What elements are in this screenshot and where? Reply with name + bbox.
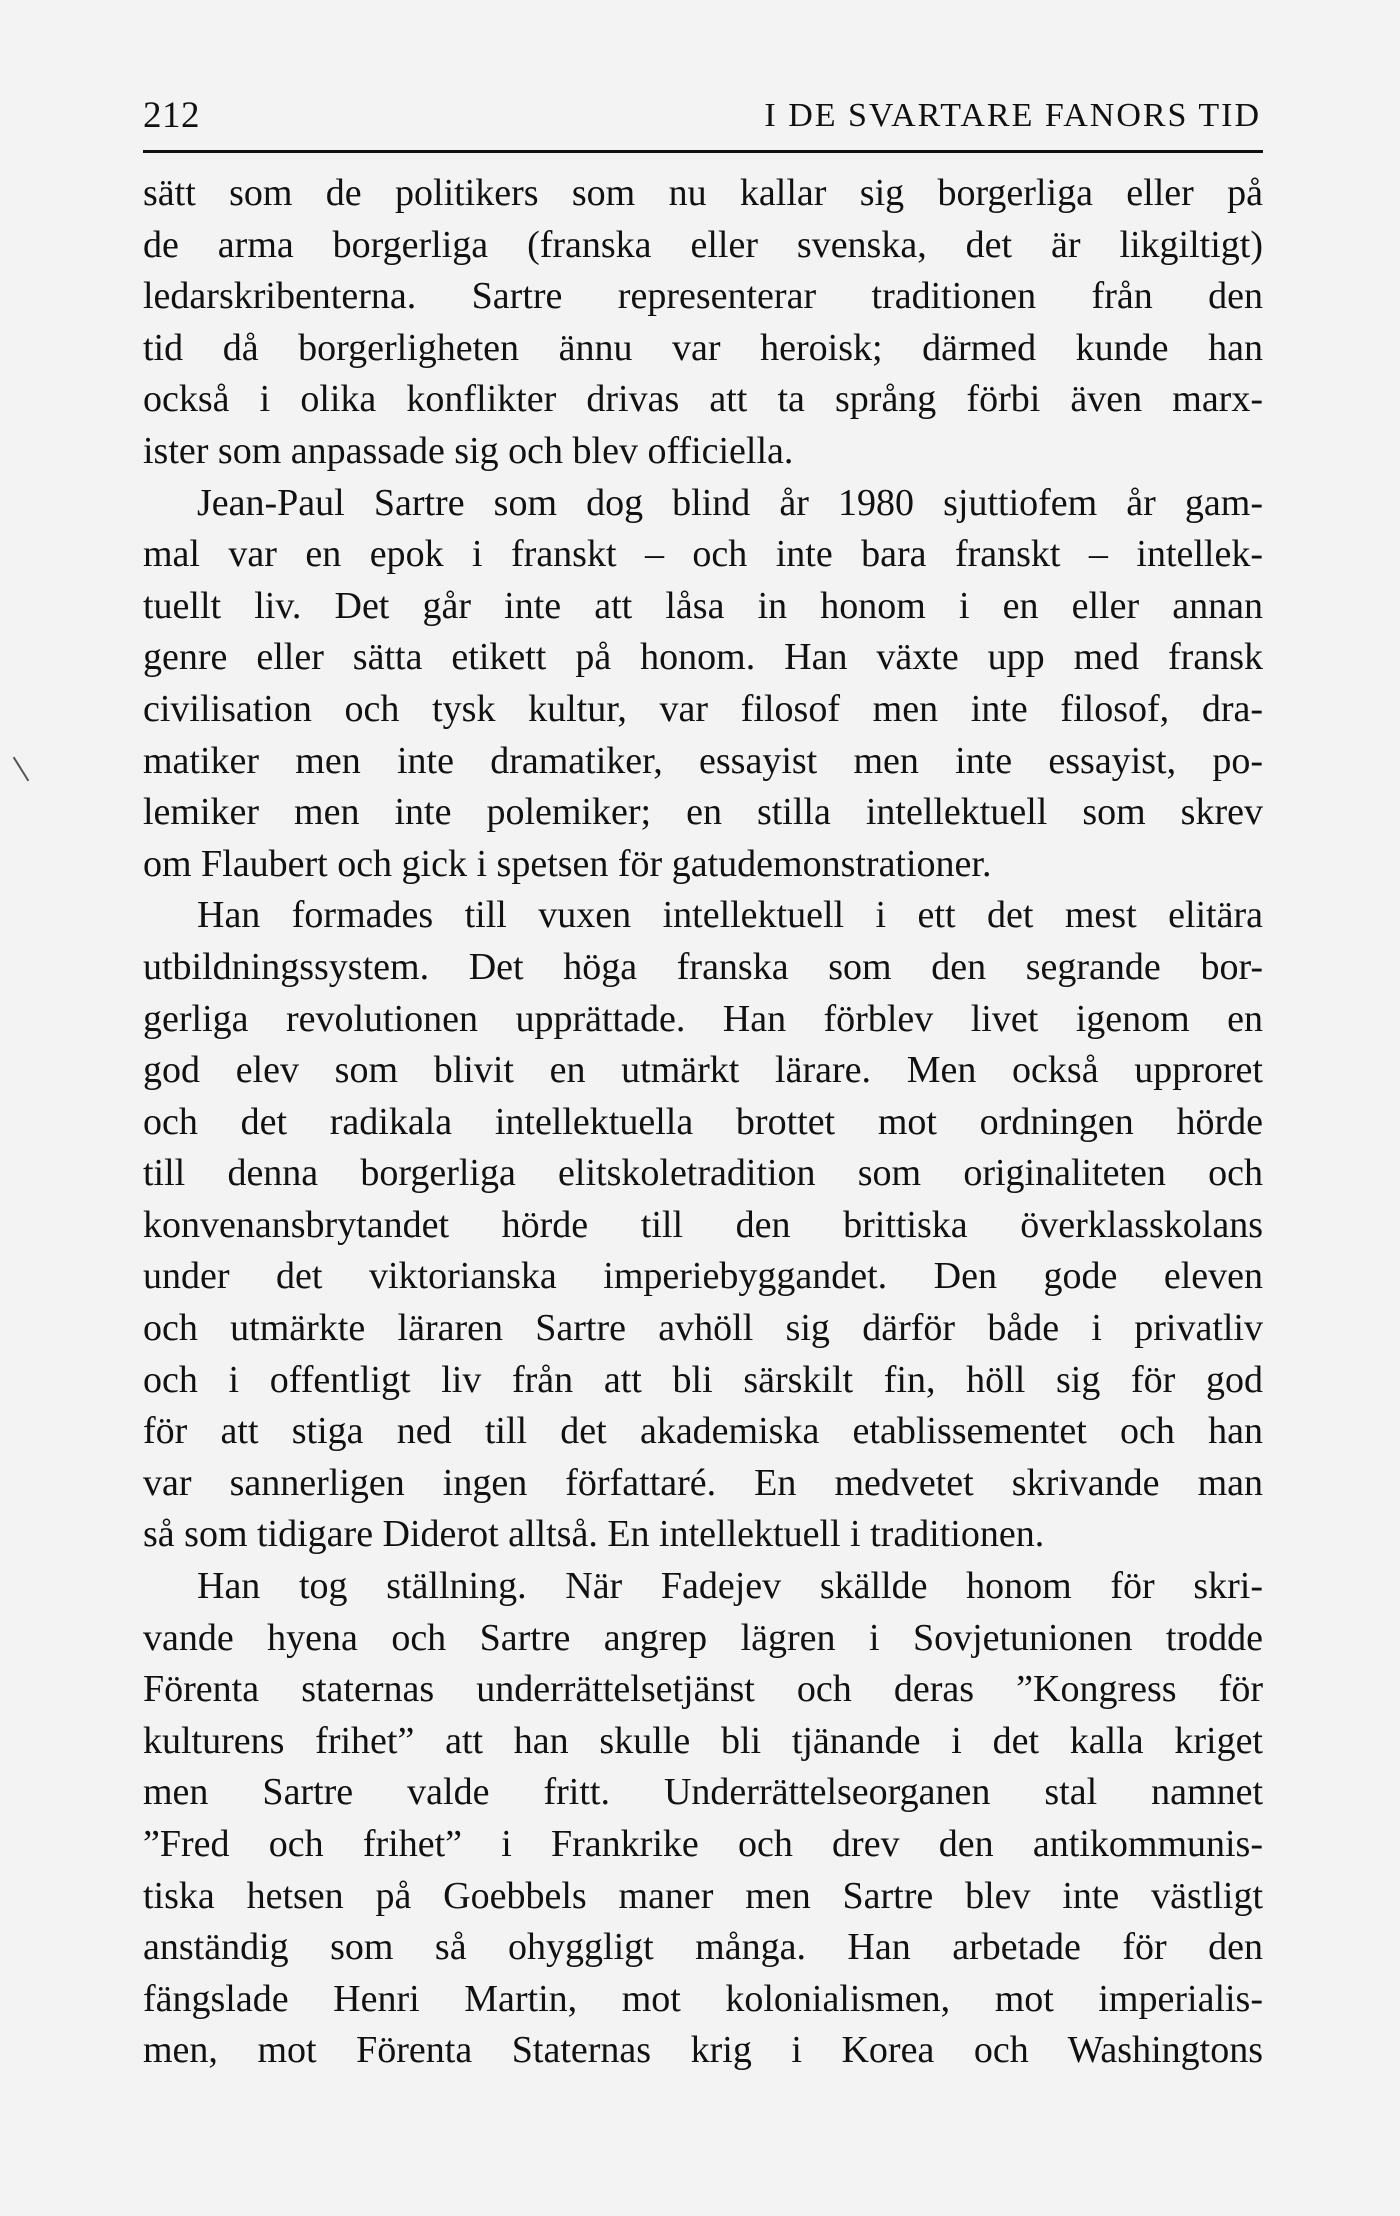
text-line: konvenansbrytandet hörde till den brittiska överklasskolans (143, 1203, 1263, 1246)
text-line: och utmärkte läraren Sartre avhöll sig därför både i privatliv (143, 1307, 1263, 1350)
text-line: tuellt liv. Det går inte att låsa in honom i en eller annan (143, 584, 1263, 627)
text-line: genre eller sätta etikett på honom. Han växte upp med fransk (143, 636, 1263, 679)
text-line: de arma borgerliga (franska eller svenska, det är likgiltigt) (143, 223, 1263, 266)
page-number: 212 (143, 95, 200, 136)
text-line: och i offentligt liv från att bli särskilt fin, höll sig för god (143, 1358, 1263, 1401)
stray-margin-mark (13, 757, 30, 782)
text-line: kulturens frihet” att han skulle bli tjänande i det kalla kriget (143, 1719, 1263, 1762)
text-line: ”Fred och frihet” i Frankrike och drev den antikommunis- (143, 1823, 1263, 1865)
text-line: ledarskribenterna. Sartre representerar traditionen från den (143, 275, 1263, 318)
page-header (143, 92, 1263, 153)
paragraph-start-line: Han tog ställning. När Fadejev skällde honom för skri- (197, 1565, 1263, 1608)
running-title: I DE SVARTARE FANORS TID (764, 97, 1261, 134)
text-line: för att stiga ned till det akademiska etablissementet och han (143, 1410, 1263, 1453)
text-line: gerliga revolutionen upprättade. Han förblev livet igenom en (143, 997, 1263, 1040)
text-line: tiska hetsen på Goebbels maner men Sartre blev inte västligt (143, 1874, 1263, 1917)
paragraph-end-line: om Flaubert och gick i spetsen för gatudemonstrationer. (143, 842, 992, 885)
paragraph-end-line: så som tidigare Diderot alltså. En intellektuell i traditionen. (143, 1513, 1045, 1556)
text-line: god elev som blivit en utmärkt lärare. Men också upproret (143, 1049, 1263, 1092)
text-line: och det radikala intellektuella brottet mot ordningen hörde (143, 1100, 1263, 1143)
text-line: vande hyena och Sartre angrep lägren i Sovjetunionen trodde (143, 1616, 1263, 1659)
text-line: under det viktorianska imperiebyggandet. Den gode eleven (143, 1255, 1263, 1298)
paragraph-start-line: Jean-Paul Sartre som dog blind år 1980 sjuttiofem år gam- (197, 481, 1263, 524)
text-line: sätt som de politikers som nu kallar sig borgerliga eller på (143, 172, 1263, 214)
text-line: anständig som så ohyggligt många. Han arbetade för den (143, 1926, 1263, 1969)
text-line: fängslade Henri Martin, mot kolonialismen, mot imperialis- (143, 1977, 1263, 2020)
text-line: matiker men inte dramatiker, essayist men inte essayist, po- (143, 739, 1263, 782)
text-line: också i olika konflikter drivas att ta språng förbi även marx- (143, 378, 1263, 421)
text-line: tid då borgerligheten ännu var heroisk; därmed kunde han (143, 326, 1263, 369)
text-line: utbildningssystem. Det höga franska som den segrande bor- (143, 945, 1263, 988)
text-line: mal var en epok i franskt – och inte bara franskt – intellek- (143, 533, 1263, 576)
text-line: Förenta staternas underrättelsetjänst och deras ”Kongress för (143, 1668, 1263, 1711)
text-line: civilisation och tysk kultur, var filosof men inte filosof, dra- (143, 687, 1263, 730)
text-line: lemiker men inte polemiker; en stilla intellektuell som skrev (143, 791, 1263, 834)
body-text (143, 168, 1263, 2077)
paragraph-start-line: Han formades till vuxen intellektuell i ett det mest elitära (197, 894, 1263, 937)
paragraph-end-line: ister som anpassade sig och blev officiella. (143, 429, 794, 472)
text-line: var sannerligen ingen författaré. En medvetet skrivande man (143, 1461, 1263, 1504)
text-line: till denna borgerliga elitskoletradition som originaliteten och (143, 1152, 1263, 1195)
text-line: men, mot Förenta Staternas krig i Korea och Washingtons (143, 2029, 1263, 2072)
text-line: men Sartre valde fritt. Underrättelseorganen stal namnet (143, 1771, 1263, 1814)
